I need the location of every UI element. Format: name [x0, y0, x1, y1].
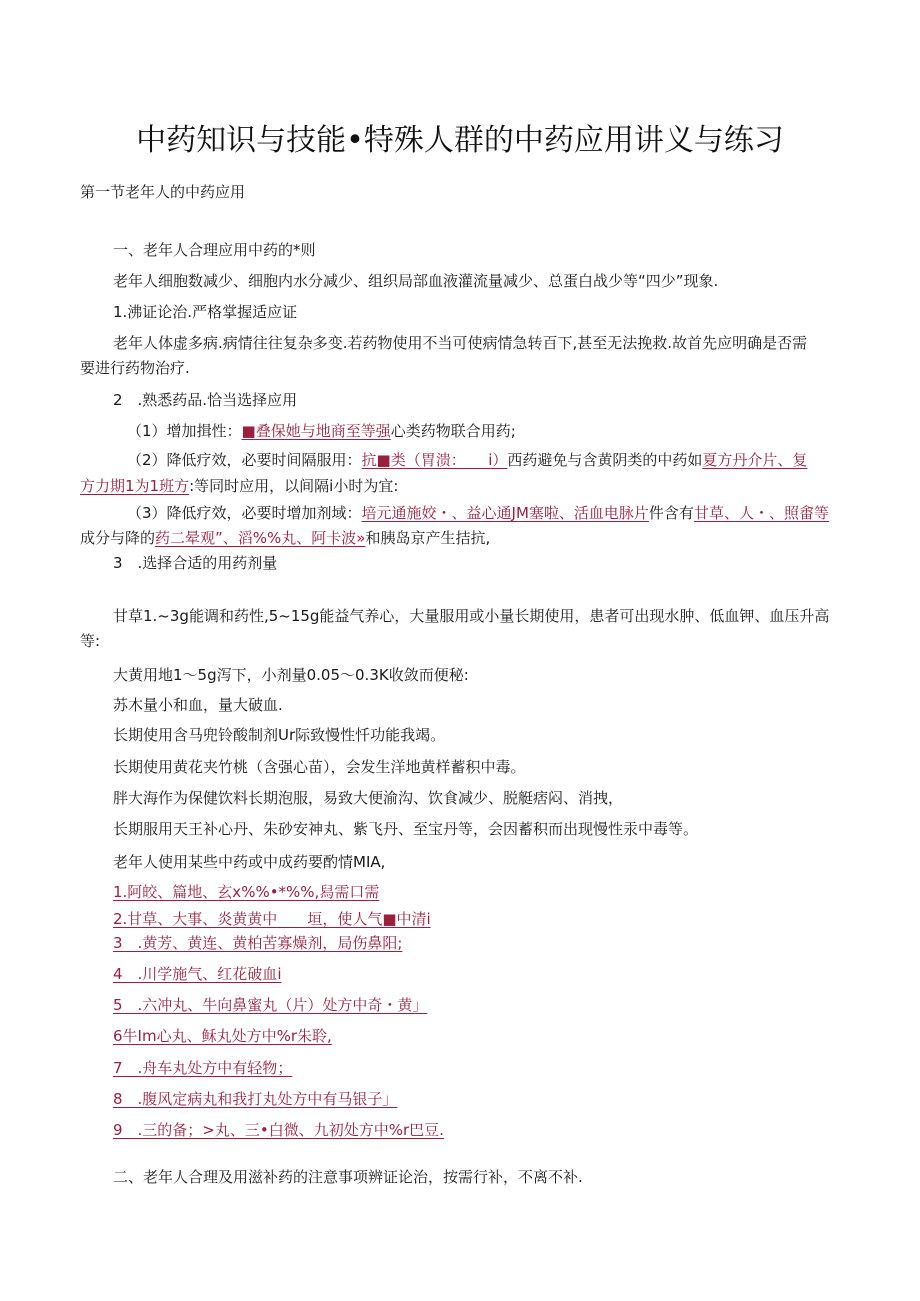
- item2-sub2-line2-tail: :等同时应用，以间隔i小时为宜:: [189, 477, 399, 495]
- caution-item-1: 1.阿皎、篇地、玄x%%•*%%,舄需口需: [113, 883, 380, 901]
- caution-item-8: 8 .腹风定病丸和我打丸处方中有马银子」: [113, 1090, 398, 1108]
- caution-item-4: 4 .川学施气、红花破血i: [113, 965, 282, 983]
- item2-sub2-example-cont: 方力期1为1班方: [80, 477, 190, 495]
- gancao-line1: 甘草1.~3g能调和药性,5~15g能益气养心，大量服用或小量长期使用，患者可出现水肿、低血钾、血压升高: [113, 607, 830, 625]
- item3-heading: 3 .选择合适的用药剂量: [113, 554, 278, 572]
- tianwang-text: 长期服用天王补心丹、朱砂安神丸、紫飞丹、至宝丹等，会因蓄积而出现慢性汞中毒等。: [113, 820, 699, 838]
- caution-item-6: 6牛Im心丸、稣丸处方中%r朱聆,: [113, 1027, 332, 1045]
- caution-item-9: 9 .三的备；>丸、三•白微、九初处方中%r巴豆.: [113, 1121, 444, 1139]
- item2-sub3-line2: [80, 528, 490, 548]
- item2-sub3-lead: （3）降低疗效，必要时增加剂域：: [127, 504, 362, 522]
- page-title: 中药知识与技能•特殊人群的中药应用讲义与练习: [136, 123, 784, 158]
- item1-heading: 1.沸证论治.严格掌握适应证: [113, 303, 298, 321]
- item2-sub3-western-drugs: 药二晕观”、滔%%丸、阿卡波»: [155, 529, 366, 547]
- item2-sub2-mid: 西药避免与含黄阴类的中药如: [507, 451, 703, 469]
- item2-sub2-line2: [80, 476, 398, 496]
- item2-sub1-tail: 心类药物联合用药;: [390, 422, 516, 440]
- item2-sub2-example: 夏方丹介片、复: [702, 451, 808, 469]
- gancao-line2: 等:: [80, 632, 101, 650]
- dahuang-text: 大黄用地1〜5g泻下，小剂量0.05〜0.3K收敛而便秘:: [113, 666, 469, 684]
- item2-sub3-line2-a: 成分与降的: [80, 529, 156, 547]
- paragraph-four-less: 老年人细胞数减少、细胞内水分减少、组织局部血液灌流量减少、总蛋白战少等“四少”现象.: [113, 272, 719, 290]
- item2-sub1-drugs: ■叠保她与地商至等强: [241, 422, 391, 440]
- item2-sub1-lead: （1）增加揖性：: [127, 422, 242, 440]
- caution-item-7: 7 .舟车丸处方中有轻物；: [113, 1059, 293, 1077]
- item2-heading: 2 .熟悉药品.恰当选择应用: [113, 391, 298, 409]
- part1-heading: 一、老年人合理应用中药的*则: [113, 241, 316, 259]
- caution-item-2: 2.甘草、大事、炎黄黄中 垣，使人气■中清i: [113, 910, 431, 928]
- part2-heading: 二、老年人合理及用滋补药的注意事项辨证论治，按需行补，不离不补.: [113, 1168, 583, 1186]
- caution-item-5: 5 .六冲丸、牛向鼻蜜丸（片）处方中奇・黄」: [113, 996, 428, 1014]
- sumu-text: 苏木量小和血，量大破血.: [113, 696, 283, 714]
- section-heading: 第一节老年人的中药应用: [80, 183, 246, 201]
- pangdahai-text: 胖大海作为保健饮料长期泡服，易致大便渝沟、饮食减少、脱艇痞闷、消拽，: [113, 789, 624, 807]
- item2-sub3-ingredients: 甘草、人・、照畬等: [693, 504, 829, 522]
- item2-sub2-line1: [127, 450, 807, 470]
- caution-item-3: 3 .黄芳、黄连、黄柏苦寡燥剂，局伤鼻阳;: [113, 934, 403, 952]
- item2-sub2-drug-class: 抗■类（胃溃： i）: [361, 451, 508, 469]
- oleander-text: 长期使用黄花夹竹桃（含强心苗），会发生洋地黄样蓄积中毒。: [113, 758, 526, 776]
- item2-sub3-mid: 件含有: [648, 504, 694, 522]
- item1-text-line1: 老年人体虚多病.病情往往复杂多变.若药物使用不当可使病情急转百下,甚至无法挽救.故首先应明确是否需: [113, 334, 808, 352]
- item1-text-line2: 要进行药物治疗.: [80, 359, 190, 377]
- item2-sub2-lead: （2）降低疗效，必要时间隔服用：: [127, 451, 362, 469]
- item2-sub1: [127, 421, 516, 441]
- caution-heading: 老年人使用某些中药或中成药要酌情MIA,: [113, 853, 386, 871]
- aristolochic-text: 长期使用含马兜铃酸制剂Ur际致慢性忏功能我竭。: [113, 726, 446, 744]
- item2-sub3-line2-b: 和胰岛京产生拮抗,: [365, 529, 491, 547]
- item2-sub3-drugs: 培元通施姣・、益心通JM塞啦、活血电脉片: [361, 504, 649, 522]
- item2-sub3-line1: [127, 503, 829, 523]
